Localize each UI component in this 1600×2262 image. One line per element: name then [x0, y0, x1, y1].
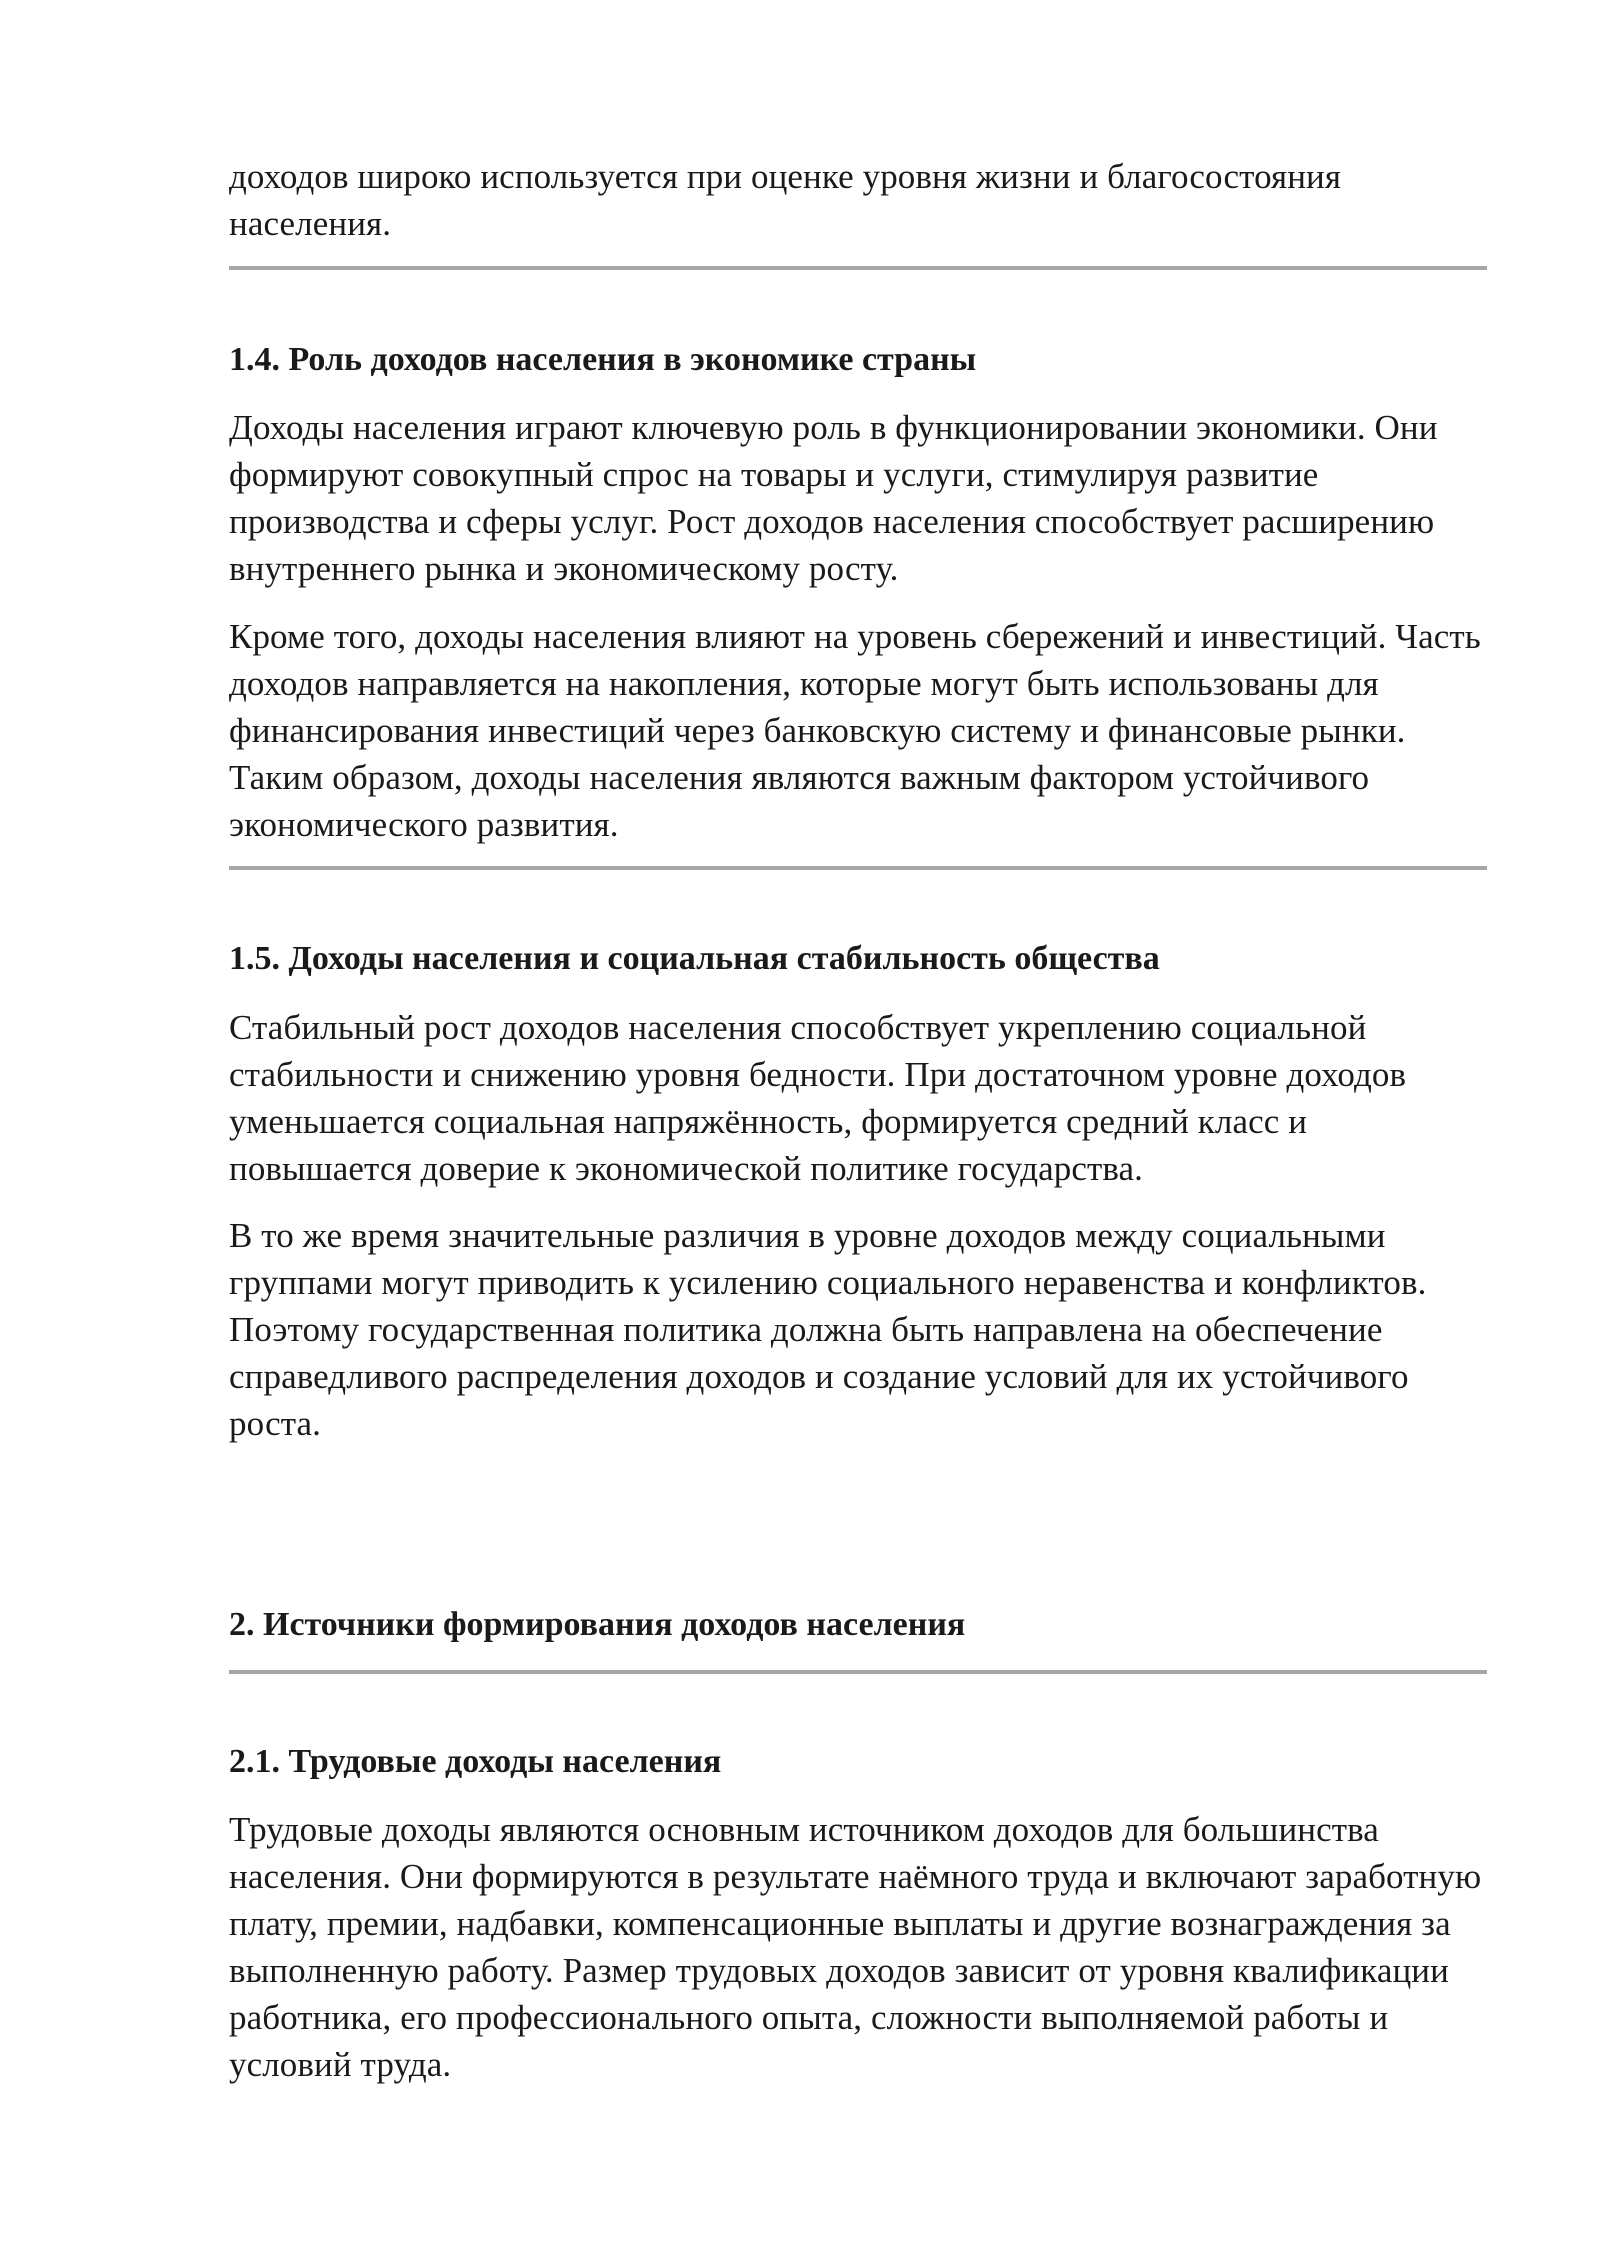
section-1-5-paragraph-1: Стабильный рост доходов населения способствует укреплению социальной стабильности и снижению уровня бедности. При достаточном уровне доходов уменьшается социальная напряжённость, формируется средний класс и повышается доверие к экономической политике государства.	[229, 1008, 1407, 1188]
section-heading-2: 2. Источники формирования доходов населения	[229, 1606, 966, 1643]
section-1-4-paragraph-1: Доходы населения играют ключевую роль в функционировании экономики. Они формируют совокупный спрос на товары и услуги, стимулируя развитие производства и сферы услуг. Рост доходов населения способствует расширению внутреннего рынка и экономическому росту.	[229, 408, 1438, 588]
section-1-5-paragraph-2: В то же время значительные различия в уровне доходов между социальными группами могут приводить к усилению социального неравенства и конфликтов. Поэтому государственная политика должна быть направлена на обеспечение справедливого распределения доходов и создание условий для их устойчивого роста.	[229, 1216, 1427, 1443]
section-heading-1-5: 1.5. Доходы населения и социальная стабильность общества	[229, 940, 1160, 977]
section-2-1-paragraph-1: Трудовые доходы являются основным источником доходов для большинства населения. Они формируются в результате наёмного труда и включают заработную плату, премии, надбавки, компенсационные выплаты и другие вознаграждения за выполненную работу. Размер трудовых доходов зависит от уровня квалификации работника, его профессионального опыта, сложности выполняемой работы и условий труда.	[229, 1810, 1482, 2084]
section-heading-2-1: 2.1. Трудовые доходы населения	[229, 1743, 722, 1780]
section-1-4-paragraph-2: Кроме того, доходы населения влияют на уровень сбережений и инвестиций. Часть доходов направляется на накопления, которые могут быть использованы для финансирования инвестиций через банковскую систему и финансовые рынки. Таким образом, доходы населения являются важным фактором устойчивого экономического развития.	[229, 617, 1481, 844]
section-divider	[229, 866, 1487, 870]
section-divider	[229, 1670, 1487, 1674]
section-divider	[229, 266, 1487, 270]
section-heading-1-4: 1.4. Роль доходов населения в экономике страны	[229, 341, 977, 378]
intro-paragraph: доходов широко используется при оценке уровня жизни и благосостояния населения.	[229, 157, 1342, 243]
